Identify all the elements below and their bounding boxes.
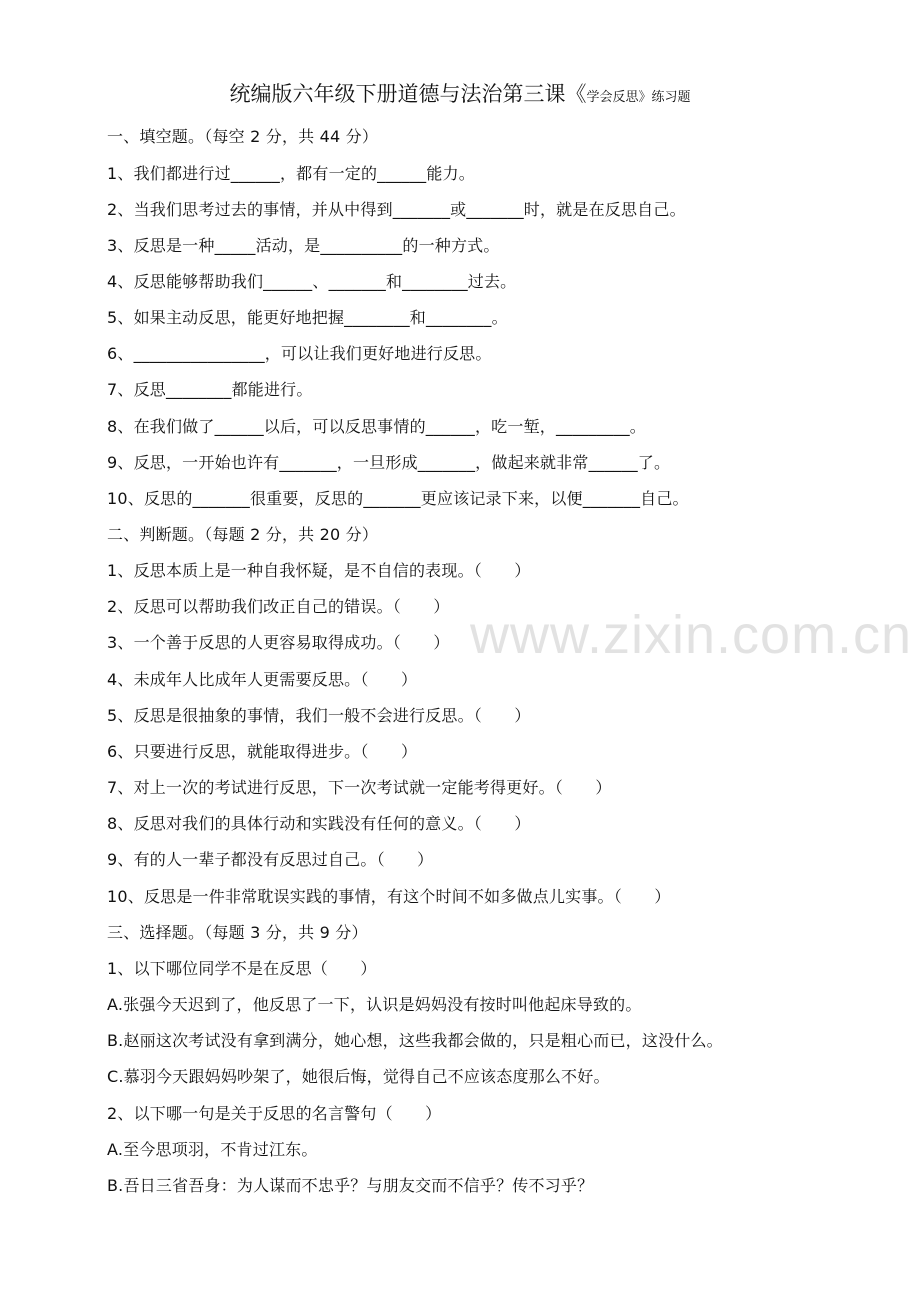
- question-line: 8、反思对我们的具体行动和实践没有任何的意义。（ ）: [107, 814, 531, 833]
- title-main: 统编版六年级下册道德与法治第三课《: [229, 82, 587, 106]
- option-line: A.至今思项羽，不肯过江东。: [107, 1140, 318, 1159]
- section-heading-judge: 二、判断题。（每题 2 分，共 20 分）: [107, 525, 379, 544]
- option-line: A.张强今天迟到了，他反思了一下，认识是妈妈没有按时叫他起床导致的。: [107, 995, 642, 1014]
- section-heading-fill: 一、填空题。（每空 2 分，共 44 分）: [107, 127, 379, 146]
- question-line: 5、反思是很抽象的事情，我们一般不会进行反思。（ ）: [107, 706, 531, 725]
- question-line: 2、以下哪一句是关于反思的名言警句（ ）: [107, 1104, 442, 1123]
- question-line: 10、反思是一件非常耽误实践的事情，有这个时间不如多做点儿实事。（ ）: [107, 887, 671, 906]
- page-title: [0, 78, 920, 108]
- question-line: 6、________________，可以让我们更好地进行反思。: [107, 344, 492, 363]
- question-line: 2、当我们思考过去的事情，并从中得到_______或_______时，就是在反思自己。: [107, 200, 686, 219]
- option-line: C.慕羽今天跟妈妈吵架了，她很后悔，觉得自己不应该态度那么不好。: [107, 1067, 610, 1086]
- title-sub: 学会反思》练习题: [586, 90, 691, 105]
- question-line: 4、未成年人比成年人更需要反思。（ ）: [107, 670, 418, 689]
- question-line: 6、只要进行反思，就能取得进步。（ ）: [107, 742, 418, 761]
- option-line: B.赵丽这次考试没有拿到满分，她心想，这些我都会做的，只是粗心而已，这没什么。: [107, 1031, 723, 1050]
- option-line: B.吾日三省吾身：为人谋而不忠乎？与朋友交而不信乎？传不习乎？: [107, 1176, 594, 1195]
- question-line: 9、有的人一辈子都没有反思过自己。（ ）: [107, 850, 434, 869]
- question-line: 1、反思本质上是一种自我怀疑，是不自信的表现。（ ）: [107, 561, 531, 580]
- question-line: 7、反思________都能进行。: [107, 380, 313, 399]
- watermark: www.zixin.com.cn: [470, 605, 913, 665]
- question-line: 5、如果主动反思，能更好地把握________和________。: [107, 308, 508, 327]
- question-line: 7、对上一次的考试进行反思，下一次考试就一定能考得更好。（ ）: [107, 778, 612, 797]
- question-line: 9、反思，一开始也许有_______，一旦形成_______，做起来就非常______了。: [107, 453, 671, 472]
- question-line: 4、反思能够帮助我们______、_______和________过去。: [107, 272, 517, 291]
- question-line: 1、以下哪位同学不是在反思（ ）: [107, 959, 377, 978]
- question-line: 3、反思是一种_____活动，是__________的一种方式。: [107, 236, 500, 255]
- question-line: 2、反思可以帮助我们改正自己的错误。（ ）: [107, 597, 450, 616]
- question-line: 8、在我们做了______以后，可以反思事情的______，吃一堑，_________。: [107, 417, 646, 436]
- question-line: 3、一个善于反思的人更容易取得成功。（ ）: [107, 633, 450, 652]
- section-heading-choice: 三、选择题。（每题 3 分，共 9 分）: [107, 923, 368, 942]
- question-line: 10、反思的_______很重要，反思的_______更应该记录下来，以便_______自己。: [107, 489, 689, 508]
- question-line: 1、我们都进行过______，都有一定的______能力。: [107, 164, 475, 183]
